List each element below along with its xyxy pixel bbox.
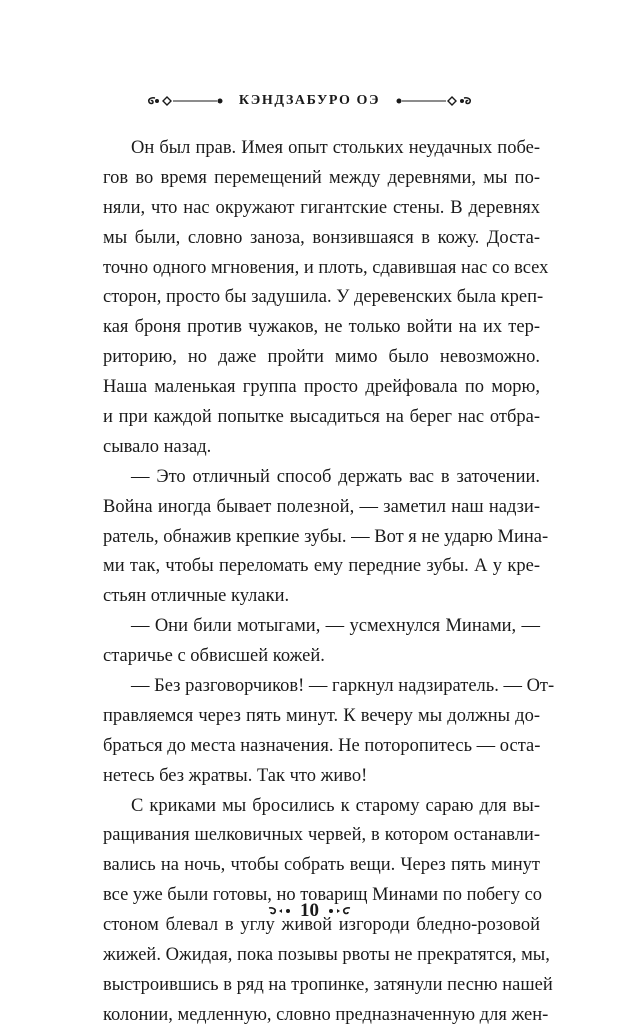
text-line: Война иногда бывает полезной, — заметил наш надзи- — [103, 496, 540, 517]
header-author-name: КЭНДЗАБУРО ОЭ — [238, 93, 381, 108]
text-line: ми так, чтобы переломать ему передние зубы. А у кре- — [103, 556, 540, 577]
right-header-ornament-icon — [394, 94, 474, 108]
text-line: ращивания шелковичных червей, в котором останавли- — [103, 825, 540, 846]
text-line: Наша маленькая группа просто дрейфовала по морю, — [103, 377, 540, 398]
text-line: правляемся через пять минут. К вечеру мы должны до- — [103, 705, 540, 726]
text-line: стоном блевал в углу живой изгороди бледно-розовой — [103, 915, 540, 936]
paragraph — [103, 134, 549, 463]
text-line: старичье с обвисшей кожей. — [103, 646, 325, 667]
main-text — [103, 134, 555, 1031]
paragraph — [103, 672, 555, 792]
text-line: — Это отличный способ держать вас в заточении. — [131, 466, 540, 487]
text-line: выстроившись в ряд на тропинке, затянули песню нашей — [103, 974, 553, 995]
paragraph — [103, 612, 540, 672]
text-line: браться до места назначения. Не поторопитесь — оста- — [103, 735, 541, 756]
text-line: и при каждой попытке высадиться на берег нас отбра- — [103, 407, 540, 428]
running-header — [0, 88, 619, 114]
text-line: — Они били мотыгами, — усмехнулся Минами, — — [131, 616, 540, 637]
text-line: Он был прав. Имея опыт стольких неудачных побе- — [131, 138, 540, 158]
text-line: сторон, просто бы задушила. У деревенских была креп- — [103, 287, 544, 308]
text-line: мы были, словно заноза, вонзившаяся в кожу. Доста- — [103, 227, 540, 248]
paragraph — [103, 463, 549, 612]
page-number: 10 — [300, 900, 319, 921]
text-line: стьян отличные кулаки. — [103, 586, 290, 607]
text-line: нетесь без жратвы. Так что живо! — [103, 765, 368, 786]
right-footer-ornament-icon — [327, 904, 353, 918]
text-line: ратель, обнажив крепкие зубы. — Вот я не ударю Мина- — [103, 526, 549, 547]
left-footer-ornament-icon — [266, 904, 292, 918]
text-line: жижей. Ожидая, пока позывы рвоты не прекратятся, мы, — [103, 945, 550, 966]
text-line: гов во время перемещений между деревнями, мы по- — [103, 167, 540, 188]
text-line: колонии, медленную, словно предназначенную для жен- — [103, 1004, 549, 1025]
left-header-ornament-icon — [145, 94, 225, 108]
text-line: С криками мы бросились к старому сараю для вы- — [131, 795, 540, 816]
text-line: риторию, но даже пройти мимо было невозможно. — [103, 347, 540, 368]
text-line: — Без разговорчиков! — гаркнул надзиратель. — От- — [131, 676, 555, 697]
text-line: кая броня против чужаков, не только войти на их тер- — [103, 317, 540, 338]
text-line: вались на ночь, чтобы собрать вещи. Через пять минут — [103, 855, 540, 876]
text-line: все уже были готовы, но товарищ Минами по побегу со — [103, 885, 543, 906]
text-line: точно одного мгновения, и плоть, сдавившая нас со всех — [103, 257, 549, 278]
page-footer — [0, 898, 619, 924]
text-line: няли, что нас окружают гигантские стены. В деревнях — [103, 197, 540, 218]
text-line: сывало назад. — [103, 436, 212, 457]
